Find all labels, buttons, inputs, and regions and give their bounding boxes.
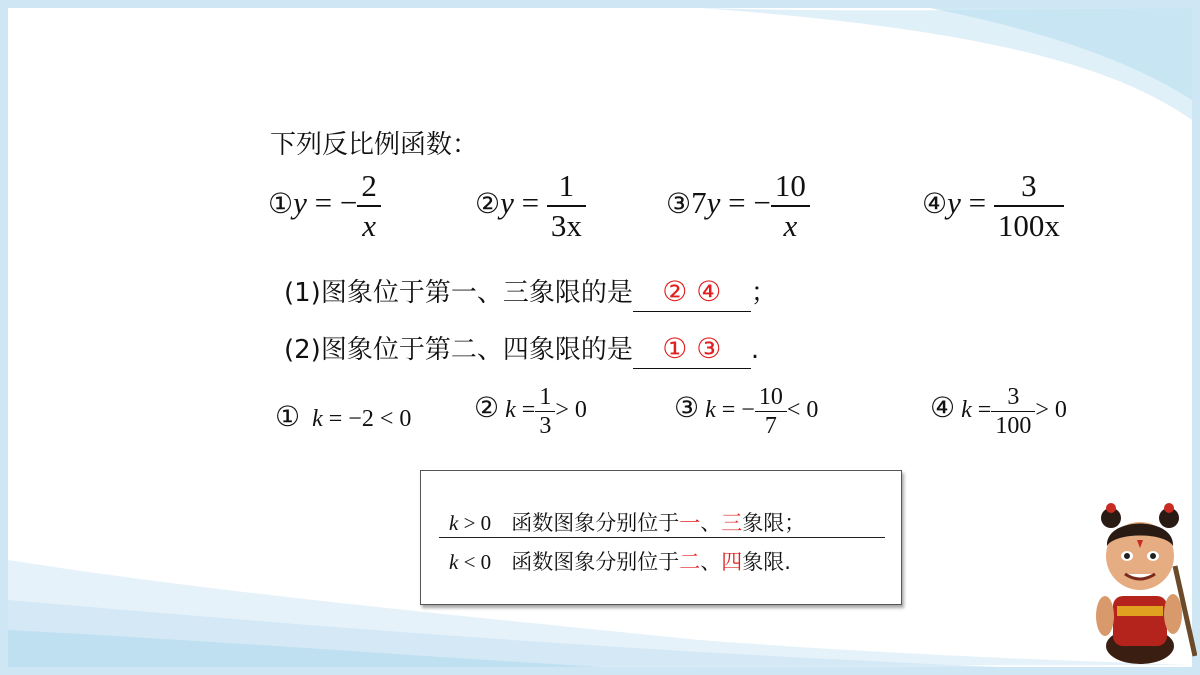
circle-number: ① [275, 402, 301, 433]
variable-k: k [961, 397, 972, 424]
circle-number: ③ [666, 189, 692, 221]
fraction: $\frac{1}{3}$ [535, 384, 555, 439]
cartoon-character-illustration [1085, 496, 1197, 670]
k-value-4 [930, 384, 1067, 439]
answer-blank: ② ④ [633, 275, 751, 312]
coefficient: 7 [691, 185, 707, 221]
k-relation: = − [721, 397, 755, 424]
variable-y: y [500, 185, 514, 221]
summary-row-positive: k > 0 函数图象分别位于一、三象限； [449, 511, 806, 535]
equals-sign: = [968, 185, 987, 221]
summary-divider [439, 537, 885, 538]
circle-number: ④ [922, 189, 948, 221]
summary-box [420, 470, 902, 605]
variable-y: y [706, 185, 721, 221]
circle-number: ② [474, 393, 500, 425]
fraction: $\frac{10}{7}$ [755, 384, 787, 439]
variable-k: k [312, 406, 323, 432]
k-value-2 [474, 384, 587, 439]
circle-number: ① [268, 189, 294, 221]
function-4 [922, 168, 1064, 244]
circle-number: ④ [930, 393, 956, 425]
k-expression: = −2 < 0 [328, 406, 412, 432]
variable-y: y [293, 185, 307, 221]
variable-y: y [947, 185, 961, 221]
circle-number: ② [475, 189, 501, 221]
k-comparison: < 0 [786, 397, 819, 424]
circle-number: ③ [674, 393, 700, 425]
equals-sign: = [314, 185, 333, 221]
k-value-3 [674, 384, 818, 439]
minus-sign: − [753, 185, 771, 221]
question-text: (2)图象位于第二、四象限的是 [284, 335, 633, 365]
function-2 [475, 168, 586, 244]
summary-row-negative: k < 0 函数图象分别位于二、四象限. [449, 550, 791, 574]
minus-sign: − [339, 185, 358, 221]
question-1 [284, 272, 777, 312]
fraction: $\frac{2}{x}$ [357, 168, 381, 244]
fraction: $\frac{3}{100x}$ [994, 168, 1064, 244]
fraction: $\frac{10}{x}$ [771, 168, 810, 244]
equals-sign: = [521, 185, 540, 221]
k-relation: = [521, 397, 536, 424]
function-3 [666, 168, 810, 244]
variable-k: k [505, 397, 516, 424]
question-text: (1)图象位于第一、三象限的是 [284, 278, 633, 308]
question-end: . [750, 335, 760, 365]
fraction: $\frac{1}{3x}$ [547, 168, 586, 244]
function-1 [268, 168, 381, 244]
fraction: $\frac{3}{100}$ [991, 384, 1035, 439]
k-relation: = [977, 397, 992, 424]
intro-text: 下列反比例函数： [270, 130, 479, 160]
equals-sign: = [728, 185, 746, 221]
variable-k: k [705, 397, 716, 424]
question-2 [284, 329, 759, 369]
k-value-1 [275, 400, 411, 434]
answer-blank: ① ③ [633, 332, 751, 369]
k-comparison: > 0 [1035, 397, 1067, 424]
k-comparison: > 0 [555, 397, 587, 424]
question-end: ； [750, 278, 777, 308]
